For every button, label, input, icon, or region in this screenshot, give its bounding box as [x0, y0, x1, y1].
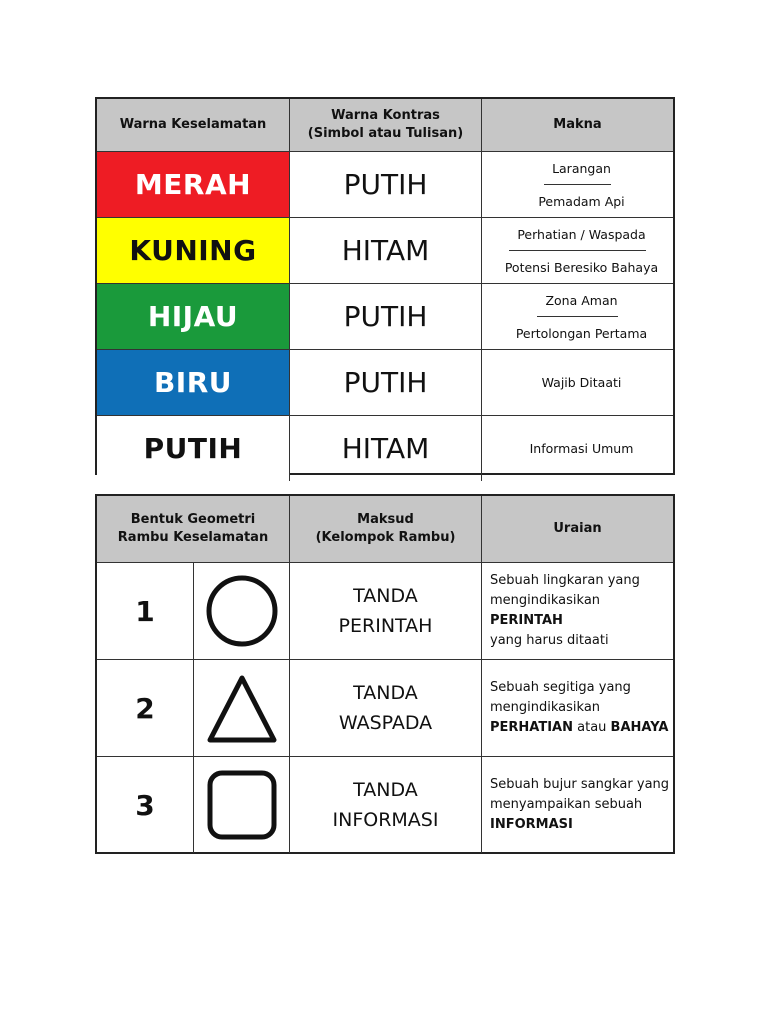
- purpose-cell: [290, 563, 482, 659]
- color-cell-red: MERAH: [97, 152, 290, 217]
- contrast-cell: PUTIH: [290, 350, 482, 415]
- purpose-cell: [290, 757, 482, 853]
- circle-icon: [204, 573, 280, 649]
- description-line: Sebuah segitiga yang: [490, 680, 631, 695]
- shape-cell: [194, 757, 290, 853]
- color-cell-blue: BIRU: [97, 350, 290, 415]
- description-cell: [482, 660, 673, 756]
- meaning-item: Zona Aman: [537, 284, 617, 317]
- description-line: mengindikasikan: [490, 700, 601, 715]
- rounded-square-icon: [204, 767, 280, 843]
- description-line: Sebuah lingkaran yang: [490, 573, 640, 588]
- meaning-cell: [482, 152, 673, 217]
- row-number: 3: [97, 757, 194, 853]
- description-line: INFORMASI: [490, 817, 573, 832]
- meaning-item: Pertolongan Pertama: [515, 325, 648, 341]
- table-row: [97, 563, 673, 660]
- triangle-icon: [204, 670, 280, 746]
- description-cell: [482, 563, 673, 659]
- color-cell-green: HIJAU: [97, 284, 290, 349]
- meaning-cell: [482, 416, 673, 481]
- meaning-item: Pemadam Api: [538, 193, 625, 209]
- description-line: yang harus ditaati: [490, 633, 609, 648]
- contrast-cell: PUTIH: [290, 152, 482, 217]
- header-safety-color: Warna Keselamatan: [97, 99, 290, 151]
- color-cell-white: PUTIH: [97, 416, 290, 481]
- color-cell-yellow: KUNING: [97, 218, 290, 283]
- table-row-yellow: [97, 218, 673, 284]
- table-row: [97, 660, 673, 757]
- purpose-line: WASPADA: [338, 712, 433, 734]
- purpose-cell: [290, 660, 482, 756]
- meaning-item: Wajib Ditaati: [541, 375, 622, 390]
- meaning-item: Perhatian / Waspada: [509, 218, 645, 251]
- purpose-line: TANDA: [353, 682, 418, 704]
- meaning-cell: [482, 284, 673, 349]
- table-row-green: [97, 284, 673, 350]
- shape-cell: [194, 563, 290, 659]
- meaning-cell: [482, 218, 673, 283]
- geometric-sign-table-header: [97, 496, 673, 563]
- header-purpose: Maksud (Kelompok Rambu): [290, 496, 482, 562]
- header-meaning: Makna: [553, 117, 602, 132]
- table-row-blue: [97, 350, 673, 416]
- header-description: Uraian: [553, 521, 602, 536]
- description-line: menyampaikan sebuah: [490, 797, 643, 812]
- meaning-item: Informasi Umum: [529, 441, 634, 456]
- header-contrast-color: Warna Kontras (Simbol atau Tulisan): [290, 99, 482, 151]
- description-line: PERHATIAN atau BAHAYA: [490, 720, 669, 735]
- contrast-cell: HITAM: [290, 416, 482, 481]
- header-geometric-shape: Bentuk Geometri Rambu Keselamatan: [97, 496, 290, 562]
- meaning-cell: [482, 350, 673, 415]
- safety-color-table: [95, 97, 675, 475]
- table-row-white: [97, 416, 673, 481]
- meaning-item: Larangan: [544, 152, 611, 185]
- table-row: [97, 757, 673, 853]
- description-cell: [482, 757, 673, 853]
- purpose-line: PERINTAH: [338, 615, 433, 637]
- shape-cell: [194, 660, 290, 756]
- purpose-line: INFORMASI: [332, 809, 439, 831]
- safety-color-table-header: [97, 99, 673, 152]
- purpose-line: TANDA: [353, 585, 418, 607]
- description-line: mengindikasikan PERINTAH: [490, 593, 601, 628]
- geometric-sign-table: [95, 494, 675, 854]
- purpose-line: TANDA: [353, 779, 418, 801]
- description-line: Sebuah bujur sangkar yang: [490, 777, 670, 792]
- row-number: 1: [97, 563, 194, 659]
- table-row-red: [97, 152, 673, 218]
- contrast-cell: HITAM: [290, 218, 482, 283]
- meaning-item: Potensi Beresiko Bahaya: [504, 259, 659, 275]
- contrast-cell: PUTIH: [290, 284, 482, 349]
- row-number: 2: [97, 660, 194, 756]
